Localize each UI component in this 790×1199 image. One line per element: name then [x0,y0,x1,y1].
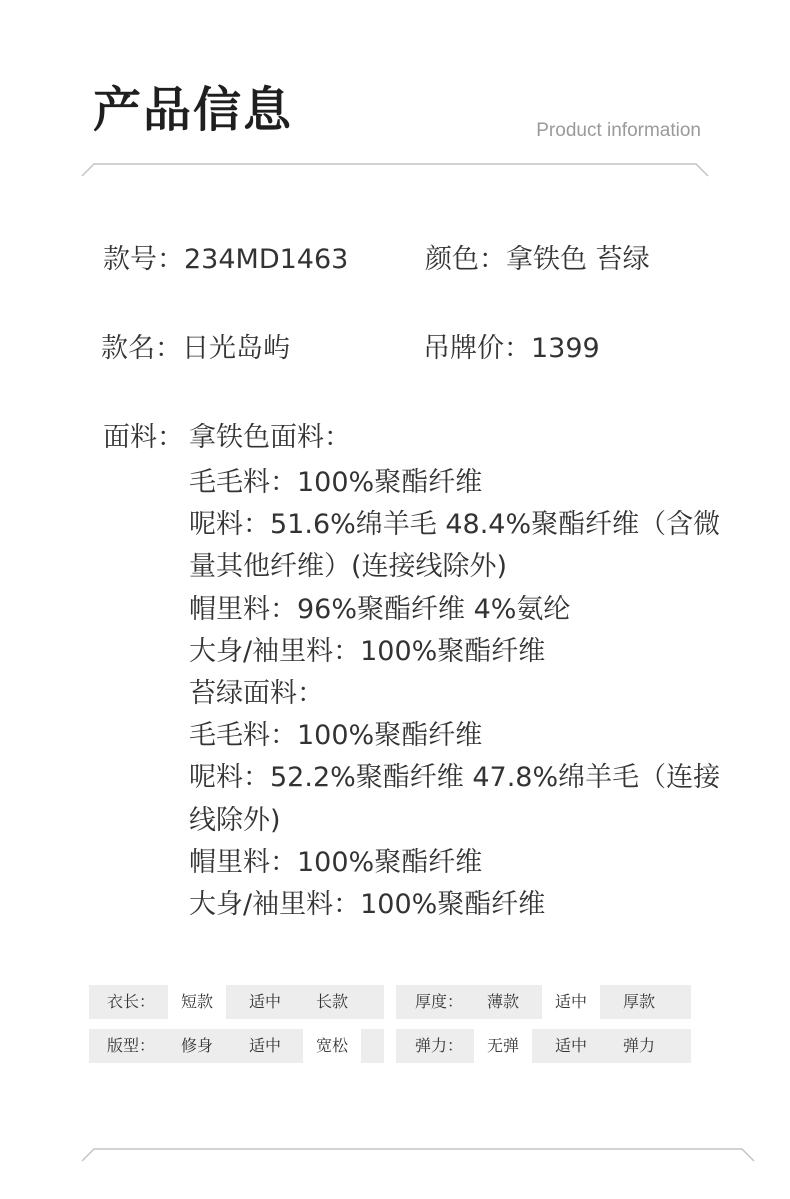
attribute-label: 厚度： [415,992,464,1011]
attribute-fit [89,1029,384,1063]
option-medium: 适中 [248,1036,281,1055]
fabric-line: 线除外) [189,804,281,836]
fabric-line: 量其他纤维）(连接线除外) [189,551,508,583]
attribute-label: 版型： [107,1036,156,1055]
fabric-line: 拿铁色面料： [189,422,351,453]
color-value: 拿铁色 苔绿 [506,244,650,275]
tag-price-value: 1399 [531,333,600,364]
option-thick: 厚款 [622,992,655,1011]
option-stretch: 弹力 [622,1036,655,1055]
attribute-elasticity [396,1029,691,1063]
fabric-line: 帽里料：100%聚酯纤维 [189,846,483,878]
fabric-lines [189,420,721,926]
bottom-divider [80,1145,756,1163]
style-number-value: 234MD1463 [184,244,349,275]
color-label: 颜色： [425,244,506,275]
option-short: 短款 [168,985,226,1019]
tag-price-label: 吊牌价： [423,333,531,364]
style-number [103,246,348,273]
option-medium: 适中 [542,985,600,1019]
style-number-label: 款号： [103,244,184,275]
page-subtitle: Product information [536,120,701,141]
attribute-row [89,985,691,1019]
option-medium: 适中 [554,1036,587,1055]
option-medium: 适中 [248,992,281,1011]
fabric-line: 呢料：52.2%聚酯纤维 47.8%绵羊毛（连接 [189,762,721,794]
option-loose: 宽松 [303,1029,361,1063]
option-long: 长款 [315,992,348,1011]
tag-price [423,335,600,362]
fabric-line: 呢料：51.6%绵羊毛 48.4%聚酯纤维（含微 [189,509,721,541]
option-no-stretch: 无弹 [474,1029,532,1063]
fabric-line: 大身/袖里料：100%聚酯纤维 [189,635,546,667]
fabric-line: 毛毛料：100%聚酯纤维 [189,720,483,752]
option-thin: 薄款 [486,992,519,1011]
style-name-value: 日光岛屿 [182,333,290,364]
fabric-line: 毛毛料：100%聚酯纤维 [189,467,483,498]
page-title: 产品信息 [93,82,294,138]
attribute-thickness [396,985,691,1019]
fabric-line: 苔绿面料： [189,678,324,710]
style-name [101,335,290,362]
attribute-label: 弹力： [415,1036,464,1055]
fabric-line: 帽里料：96%聚酯纤维 4%氨纶 [189,593,571,625]
style-name-label: 款名： [101,333,182,364]
fabric-line: 大身/袖里料：100%聚酯纤维 [189,889,546,921]
top-divider [80,160,710,178]
attribute-length [89,985,384,1019]
fabric-label: 面料： [103,422,184,453]
color-info [425,246,650,273]
attribute-row [89,1029,691,1063]
option-slim: 修身 [180,1036,213,1055]
attribute-label: 衣长： [107,992,156,1011]
